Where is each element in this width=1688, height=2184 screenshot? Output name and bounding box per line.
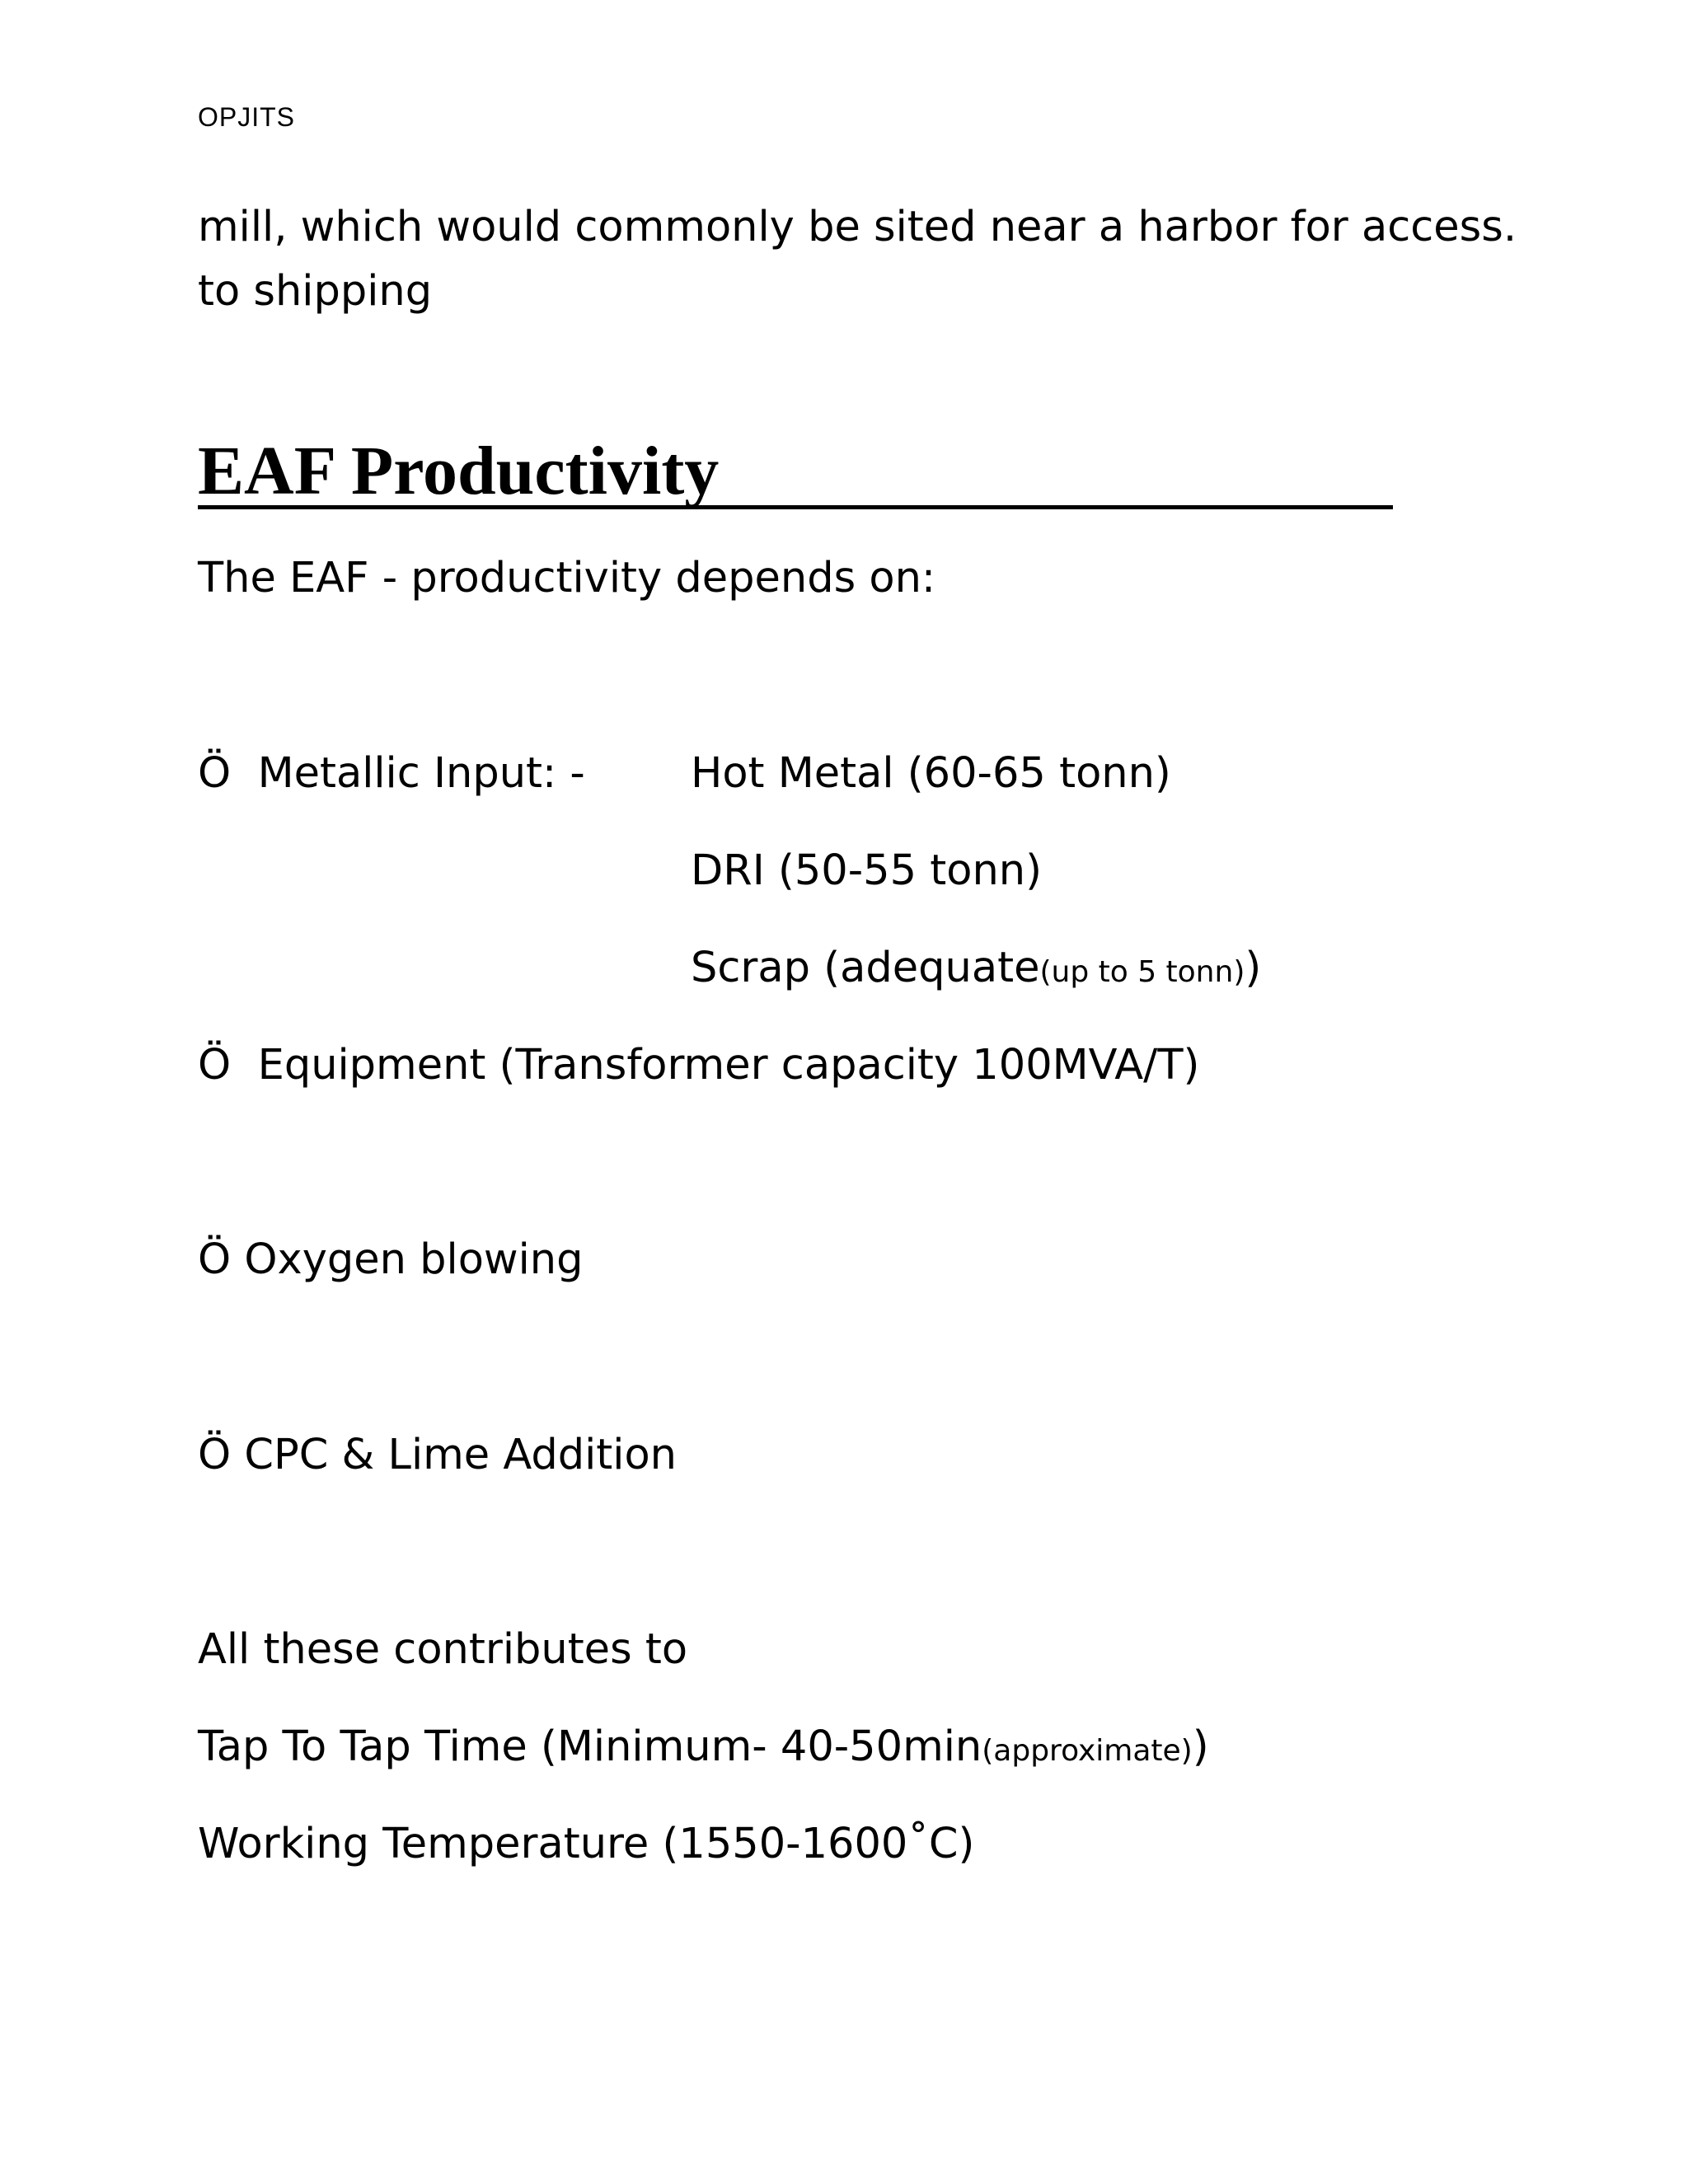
bullet-icon: Ö xyxy=(198,749,232,798)
page-header: OPJITS xyxy=(198,102,296,132)
metallic-input-row xyxy=(198,749,585,798)
equipment-text: Equipment (Transformer capacity 100MVA/T) xyxy=(257,1041,1200,1090)
bullet-icon: Ö xyxy=(198,1235,232,1284)
metallic-item-dri: DRI (50-55 tonn) xyxy=(691,846,1043,895)
summary-line: All these contributes to xyxy=(198,1625,688,1674)
tap-note: (approximate) xyxy=(982,1734,1193,1768)
bullet-icon: Ö xyxy=(198,1431,232,1479)
lead-text: The EAF - productivity depends on: xyxy=(198,554,936,602)
cpc-text: CPC & Lime Addition xyxy=(244,1431,677,1479)
section-heading-text: EAF Productivity xyxy=(198,433,720,509)
scrap-close: ) xyxy=(1245,944,1262,992)
cpc-row xyxy=(198,1431,677,1479)
working-temperature-line: Working Temperature (1550-1600˚C) xyxy=(198,1820,975,1868)
bullet-icon: Ö xyxy=(198,1041,232,1090)
intro-line-1: mill, which would commonly be sited near a harbor for access. xyxy=(198,203,1517,251)
oxygen-text: Oxygen blowing xyxy=(244,1235,584,1284)
intro-line-2: to shipping xyxy=(198,267,433,316)
tap-main: Tap To Tap Time (Minimum- 40-50min xyxy=(198,1722,982,1771)
scrap-main: Scrap (adequate xyxy=(691,944,1040,992)
tap-to-tap-line xyxy=(198,1722,1209,1771)
scrap-note: (up to 5 tonn) xyxy=(1039,955,1245,989)
metallic-input-label: Metallic Input: - xyxy=(257,749,585,798)
metallic-item-hot-metal: Hot Metal (60-65 tonn) xyxy=(691,749,1171,798)
tap-close: ) xyxy=(1192,1722,1209,1771)
section-heading xyxy=(198,433,1393,509)
oxygen-row xyxy=(198,1235,584,1284)
metallic-item-scrap xyxy=(691,944,1262,992)
equipment-row xyxy=(198,1041,1200,1090)
